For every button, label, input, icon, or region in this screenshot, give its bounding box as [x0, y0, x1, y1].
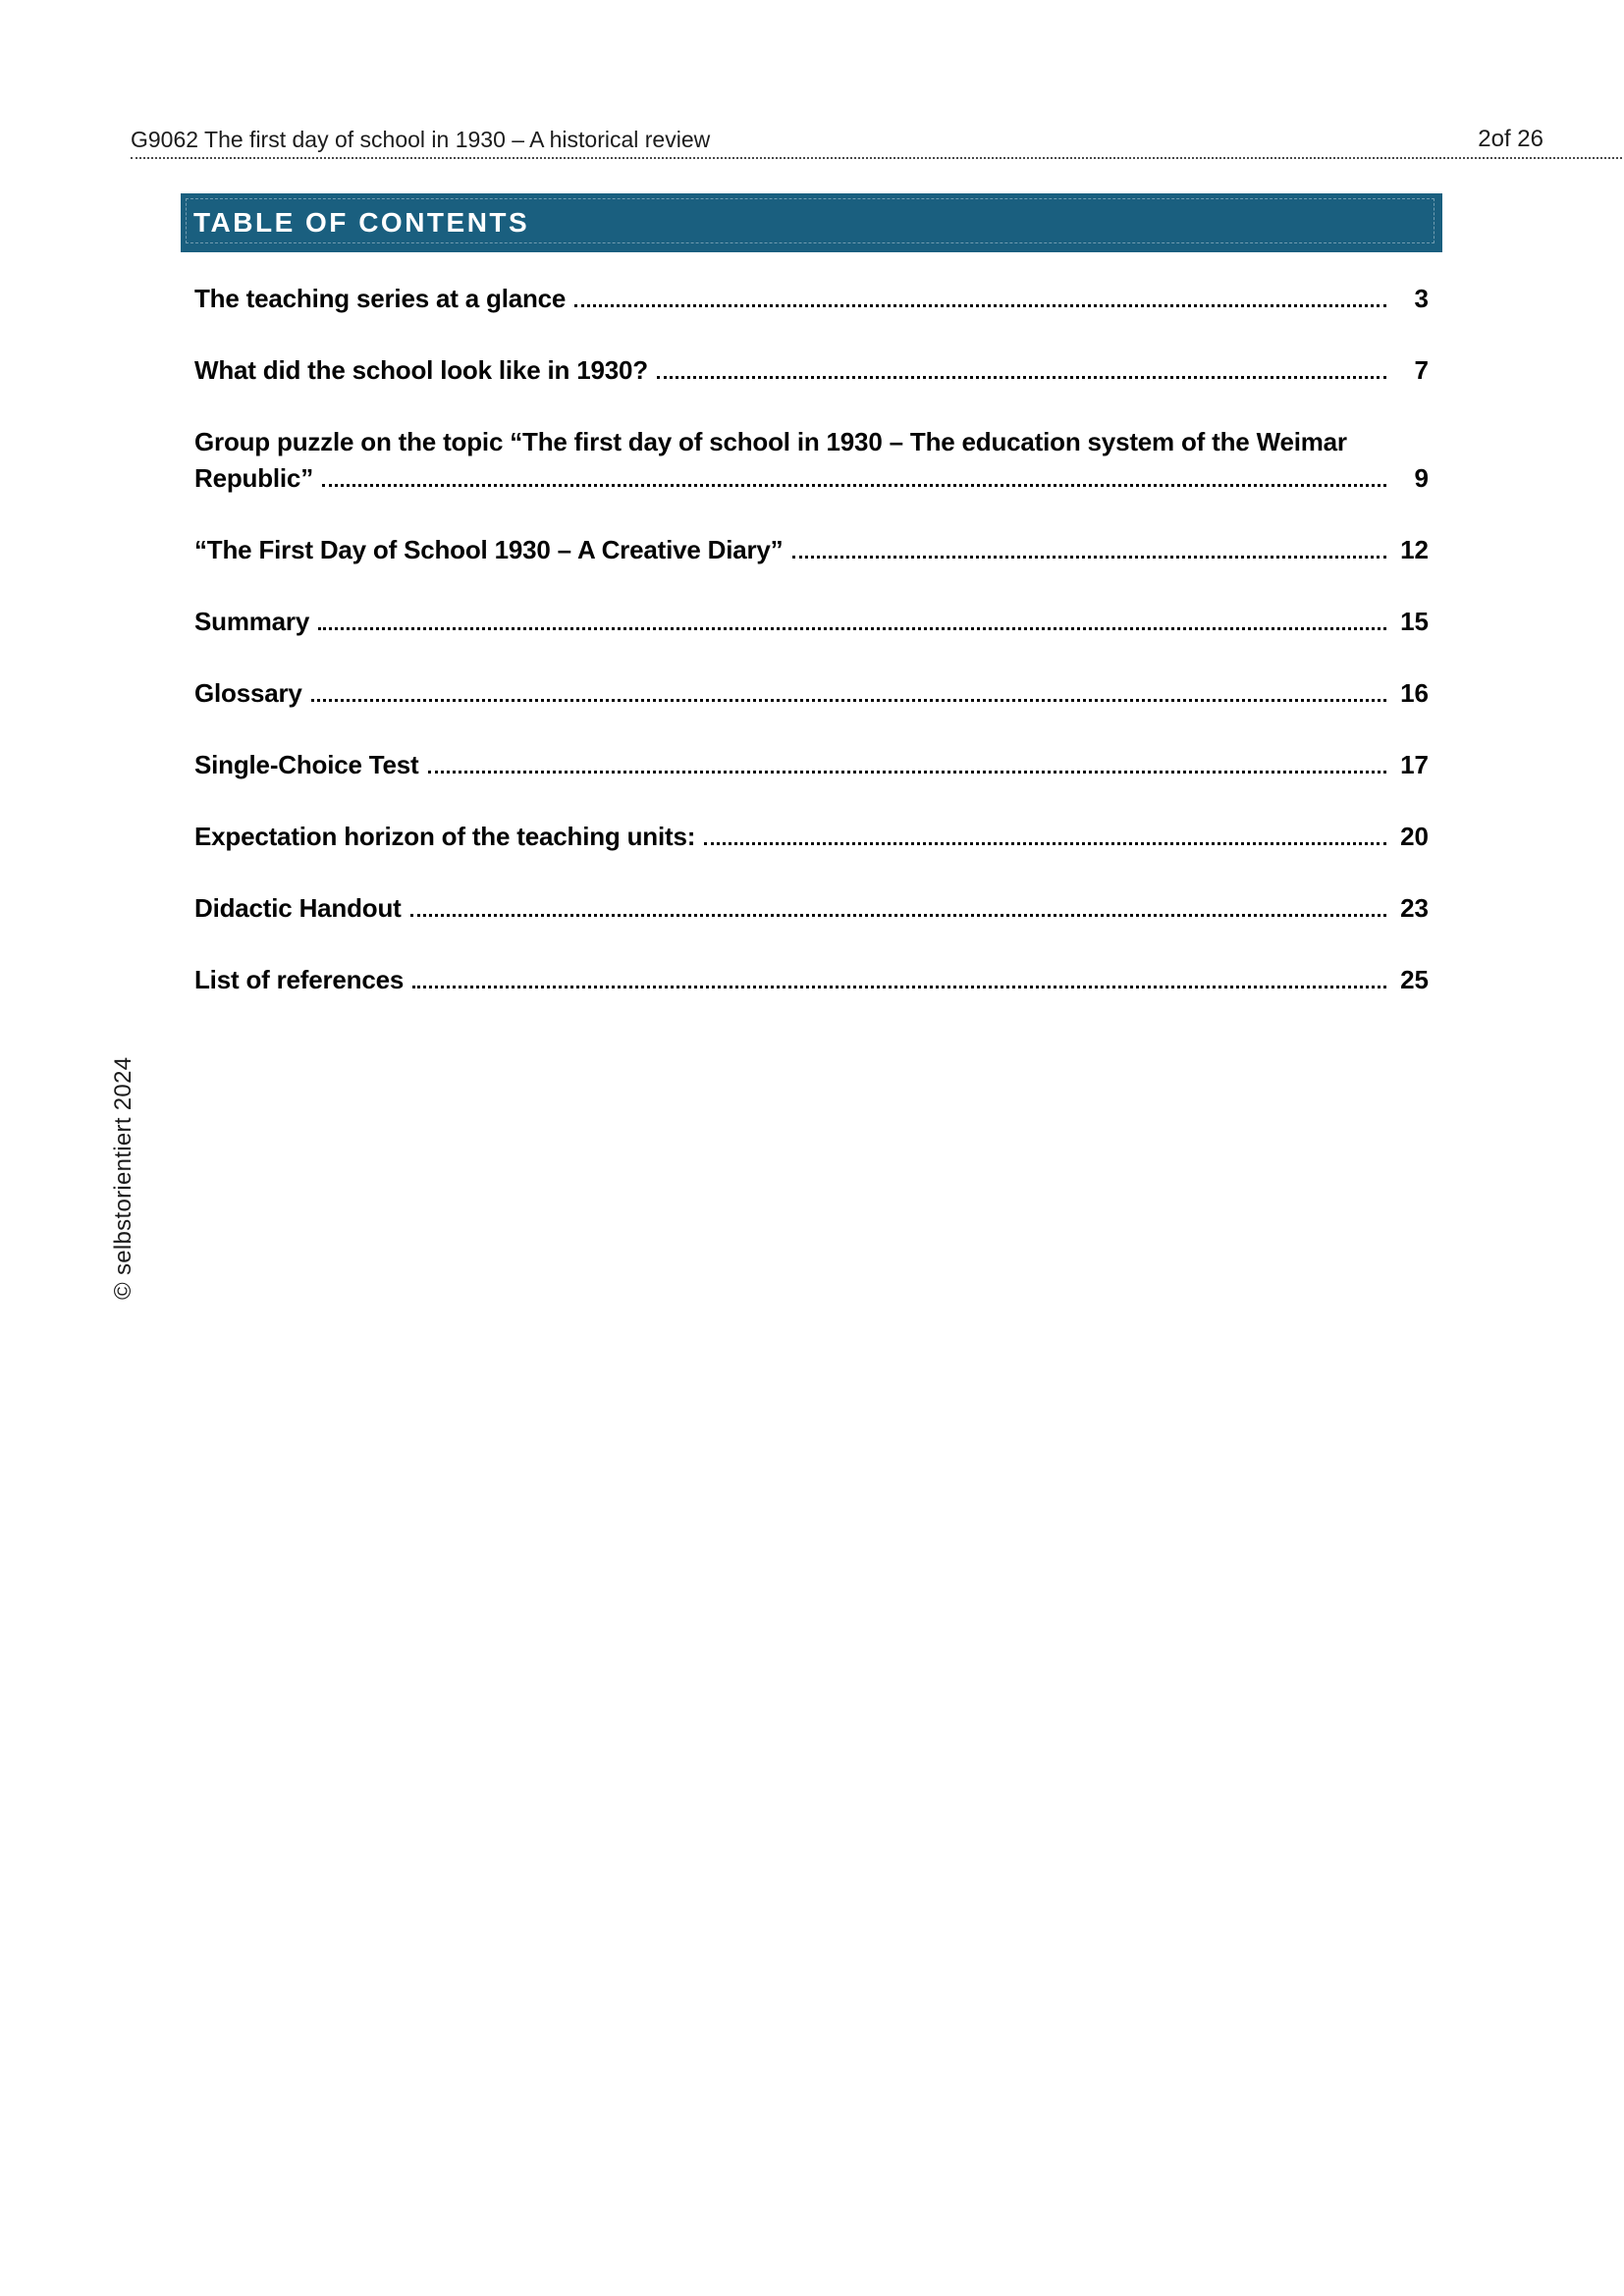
toc-dot-leader: [311, 699, 1386, 702]
toc-entry: [194, 426, 1429, 494]
table-of-contents: [194, 283, 1429, 1036]
toc-dot-leader: [574, 304, 1386, 307]
toc-banner: [181, 193, 1442, 252]
toc-page-number: 15: [1400, 607, 1429, 636]
toc-banner-title: TABLE OF CONTENTS: [193, 207, 530, 238]
toc-page-number: 3: [1414, 284, 1429, 313]
toc-entry-row: [194, 964, 1429, 995]
toc-entry: [194, 354, 1429, 386]
toc-dot-leader: [428, 771, 1386, 774]
header-page-indicator: 2of 26: [1478, 126, 1543, 152]
toc-dot-leader: [322, 484, 1386, 487]
toc-entry-title: Didactic Handout: [194, 893, 402, 923]
toc-dot-leader: [412, 986, 1386, 988]
toc-entry-row: [194, 677, 1429, 709]
toc-dot-leader: [704, 842, 1386, 845]
header-divider-rule: [131, 157, 1622, 159]
toc-entry-title: List of references: [194, 965, 405, 994]
toc-entry-title-line: Group puzzle on the topic “The first day of school in 1930 – The education system of the Weimar: [194, 427, 1347, 456]
toc-entry-row: [194, 534, 1429, 565]
toc-entry-row: [194, 821, 1429, 852]
toc-entry: [194, 677, 1429, 709]
toc-entry-title: Republic”: [194, 463, 313, 493]
toc-page-number: 9: [1414, 463, 1429, 493]
toc-dot-leader: [410, 914, 1386, 917]
toc-entry-row: [194, 749, 1429, 780]
toc-entry-title: Glossary: [194, 678, 302, 708]
toc-entry-title: “The First Day of School 1930 – A Creative Diary”: [194, 535, 784, 564]
toc-entry-row: [194, 354, 1429, 386]
toc-entry: [194, 821, 1429, 852]
toc-entry-row: [194, 462, 1429, 494]
toc-entry-title: Expectation horizon of the teaching units:: [194, 822, 696, 851]
toc-page-number: 23: [1400, 893, 1429, 923]
toc-entry-title: Single-Choice Test: [194, 750, 419, 779]
toc-entry: [194, 283, 1429, 314]
toc-page-number: 20: [1400, 822, 1429, 851]
toc-dot-leader: [318, 627, 1386, 630]
toc-page-number: 17: [1400, 750, 1429, 779]
toc-page-number: 25: [1400, 965, 1429, 994]
toc-entry-row: [194, 606, 1429, 637]
toc-entry-title: What did the school look like in 1930?: [194, 355, 648, 385]
toc-dot-leader: [657, 376, 1386, 379]
toc-entry-title: Summary: [194, 607, 310, 636]
toc-page-number: 12: [1400, 535, 1429, 564]
toc-entry-row: [194, 283, 1429, 314]
toc-entry-row: [194, 892, 1429, 924]
toc-page-number: 16: [1400, 678, 1429, 708]
toc-entry: [194, 964, 1429, 995]
copyright-vertical-text: © selbstorientiert 2024: [110, 1056, 136, 1300]
toc-entry: [194, 892, 1429, 924]
toc-entry: [194, 749, 1429, 780]
toc-entry-title: The teaching series at a glance: [194, 284, 567, 313]
toc-dot-leader: [792, 556, 1387, 559]
toc-entry: [194, 606, 1429, 637]
header-document-title: G9062 The first day of school in 1930 – A historical review: [131, 127, 711, 152]
toc-entry: [194, 534, 1429, 565]
toc-page-number: 7: [1414, 355, 1429, 385]
